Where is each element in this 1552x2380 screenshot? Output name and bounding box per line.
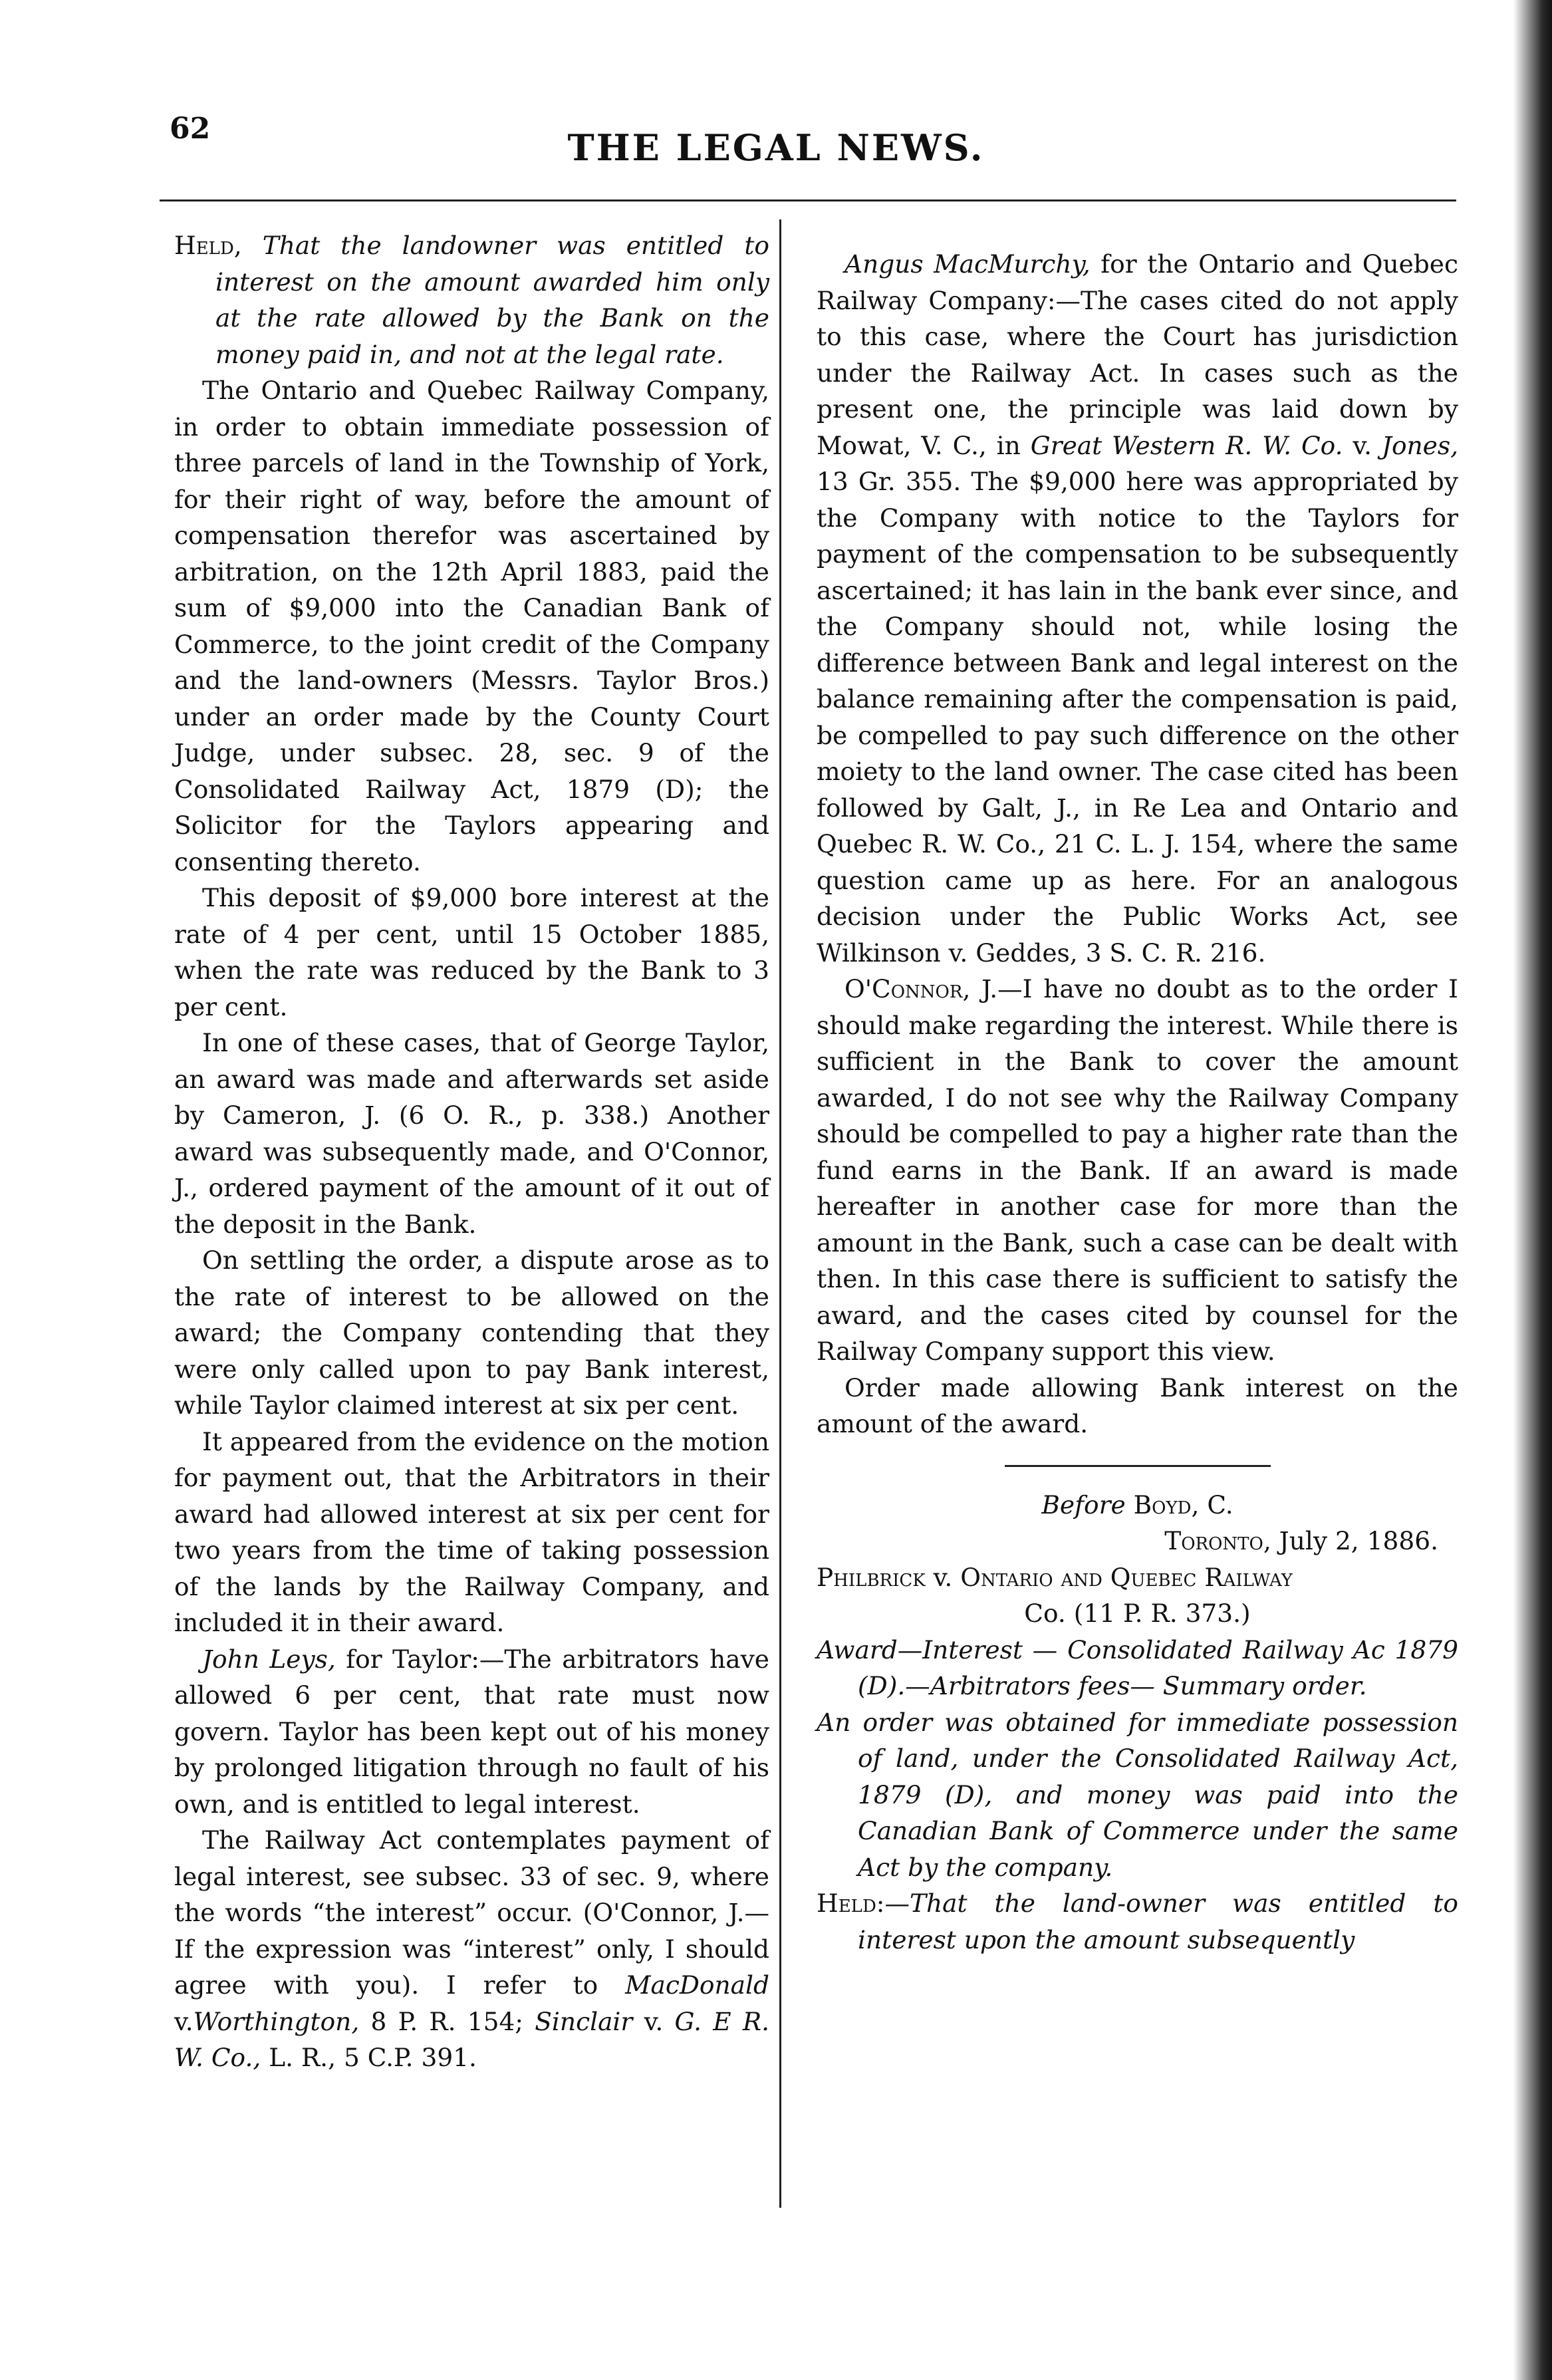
case-citation: Jones, xyxy=(1381,430,1459,460)
case-title xyxy=(817,1559,1458,1596)
held-text: —That the land-owner was entitled to interest upon the amount subsequently xyxy=(858,1889,1458,1954)
versus: v. xyxy=(644,2006,664,2036)
page-edge-shadow xyxy=(1513,0,1552,2380)
headnote-facts: An order was obtained for immediate possession of land, under the Consolidated Railway Act, 1879 (D), and money was paid into the Canadian Bank of Commerce under the same Act by the company. xyxy=(817,1707,1458,1882)
versus: v. xyxy=(933,1562,953,1592)
headnote-held xyxy=(174,227,769,372)
paragraph: Order made allowing Bank interest on the amount of the award. xyxy=(817,1373,1458,1438)
paragraph: This deposit of $9,000 bore interest at the rate of 4 per cent, until 15 October 1885, when the rate was reduced by the Bank to 3 per cent. xyxy=(174,883,769,1021)
case-citation: Great Western R. W. Co. xyxy=(1030,430,1343,460)
paragraph xyxy=(817,971,1458,1370)
paragraph xyxy=(817,246,1458,971)
judge-name: O'Connor, J. xyxy=(844,974,998,1003)
case-report-citation: Co. (11 P. R. 373.) xyxy=(1024,1599,1251,1628)
versus: v. xyxy=(174,2006,194,2036)
paragraph: It appeared from the evidence on the motion for payment out, that the Arbitrators in their award had allowed interest at six per cent for two years from the time of taking possession of the lands by the Railway Company, and included it in their award. xyxy=(174,1426,769,1637)
case-citation: Sinclair xyxy=(535,2006,633,2036)
counsel-name: Angus MacMurchy, xyxy=(844,249,1091,279)
citation-reference: 8 P. R. 154; xyxy=(370,2006,523,2036)
case-citation: Worthington, xyxy=(193,2006,360,2036)
date: July 2, 1886. xyxy=(1279,1526,1438,1555)
paragraph xyxy=(174,1641,769,1823)
versus: v. xyxy=(1353,430,1372,460)
paragraph xyxy=(174,1822,769,2076)
argument-text: for the Ontario and Quebec Railway Company:—The cases cited do not apply to this case, where the Court has jurisdiction under the Railway Act. In cases such as the present one, the principle was laid down by Mowat, V. C., in xyxy=(817,249,1458,460)
page-number: 62 xyxy=(170,112,211,146)
column-divider xyxy=(779,219,781,2208)
header-rule xyxy=(160,199,1456,201)
paragraph: On settling the order, a dispute arose as to the rate of interest to be allowed on the award; the Company contending that they were only called upon to pay Bank interest, while Taylor claimed interest at six per cent. xyxy=(174,1246,769,1420)
party-name: Ontario and Quebec Railway xyxy=(960,1562,1293,1592)
judgment-text: —I have no doubt as to the order I should make regarding the interest. While there is sufficient in the Bank to cover the amount awarded, I do not see why the Railway Company should be compelled to pay a higher rate than the fund earns in the Bank. If an award is made hereafter in another case for more than the amount in the Bank, such a case can be dealt with then. In this case there is sufficient to satisfy the award, and the cases cited by counsel for the Railway Company support this view. xyxy=(817,974,1458,1366)
held-label: Held: xyxy=(817,1889,885,1918)
argument-text: for Taylor:—The arbitrators have allowed 6 per cent, that rate must now govern. Taylor has been kept out of his money by prolonged litigation through no fault of his own, and is entitled to legal interest. xyxy=(174,1644,769,1819)
left-column xyxy=(174,227,769,2076)
date-line xyxy=(817,1523,1458,1559)
case-citation: G. E R. W. Co., xyxy=(174,2006,770,2072)
counsel-name: John Leys, xyxy=(202,1644,336,1674)
headnote-held xyxy=(817,1885,1458,1958)
place: Toronto, xyxy=(1164,1526,1271,1555)
party-name: Philbrick xyxy=(817,1562,926,1592)
judge-name: Boyd, C. xyxy=(1133,1490,1233,1520)
running-title: THE LEGAL NEWS. xyxy=(567,126,985,169)
paragraph: The Ontario and Quebec Railway Company, in order to obtain immediate possession of three parcels of land in the Township of York, for their right of way, before the amount of compensation therefor was ascertained by arbitration, on the 12th April 1883, paid the sum of $9,000 into the Canadian Bank of Commerce, to the joint credit of the Company and the land-owners (Messrs. Taylor Bros.) under an order made by the County Court Judge, under subsec. 28, sec. 9 of the Consolidated Railway Act, 1879 (D); the Solicitor for the Taylors appearing and consenting thereto. xyxy=(174,376,769,876)
held-label: Held, xyxy=(174,231,242,260)
before-label: Before xyxy=(1041,1490,1126,1520)
court-line xyxy=(817,1487,1458,1523)
paragraph: In one of these cases, that of George Taylor, an award was made and afterwards set aside by Cameron, J. (6 O. R., p. 338.) Another award was subsequently made, and O'Connor, J., ordered payment of the amount of it out of the deposit in the Bank. xyxy=(174,1028,769,1239)
section-rule xyxy=(1005,1465,1271,1467)
held-text: That the landowner was entitled to interest on the amount awarded him only at the rate allowed by the Bank on the money paid in, and not at the legal rate. xyxy=(215,231,769,369)
argument-text: 13 Gr. 355. The $9,000 here was appropriated by the Company with notice to the Taylors for payment of the compensation to be subsequently ascertained; it has lain in the bank ever since, and the Company should not, while losing the difference between Bank and legal interest on the balance remaining after the compensation is paid, be compelled to pay such difference on the other moiety to the land owner. The case cited has been followed by Galt, J., in Re Lea and Ontario and Quebec R. W. Co., 21 C. L. J. 154, where the same question came up as here. For an analogous decision under the Public Works Act, see Wilkinson v. Geddes, 3 S. C. R. 216. xyxy=(817,467,1458,968)
right-column xyxy=(817,246,1458,1958)
headnote-keywords: Award—Interest — Consolidated Railway Ac 1879 (D).—Arbitrators fees— Summary order. xyxy=(817,1635,1458,1700)
citation-reference: L. R., 5 C.P. 391. xyxy=(269,2043,477,2072)
argument-text: The Railway Act contemplates payment of legal interest, see subsec. 33 of sec. 9, where the words “the interest” occur. (O'Connor, J.—If the expression was “interest” only, I should agree with you). I refer to xyxy=(174,1825,769,2000)
case-citation: MacDonald xyxy=(625,1970,769,2000)
